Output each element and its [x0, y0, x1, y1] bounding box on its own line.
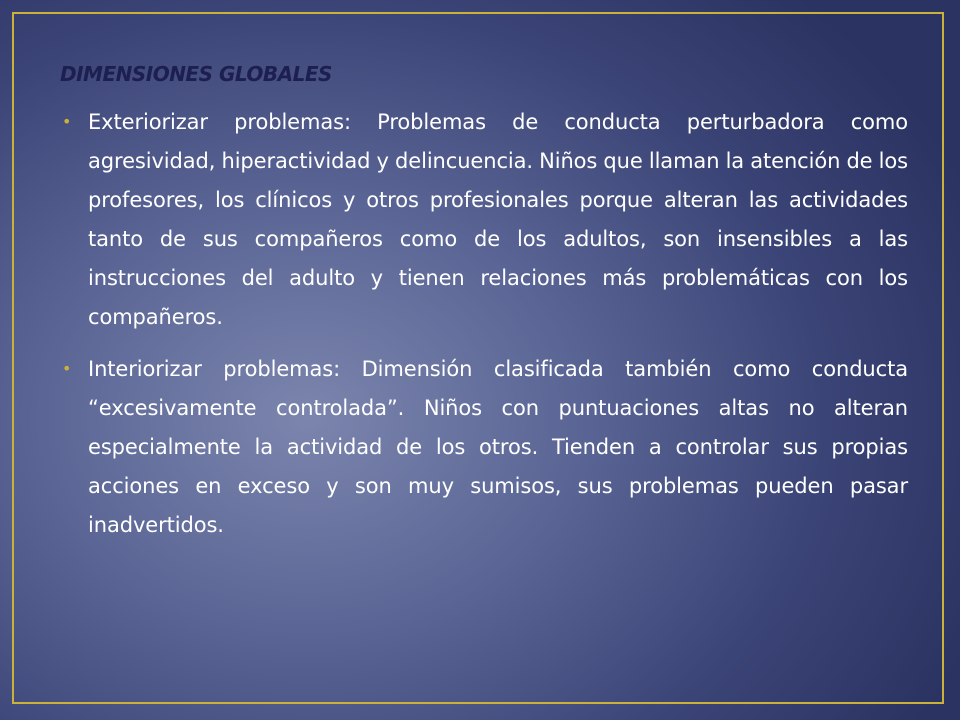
bullet-list — [60, 103, 908, 545]
slide-heading: DIMENSIONES GLOBALES — [60, 62, 332, 86]
bullet-icon: • — [62, 359, 72, 378]
bullet-text: Exteriorizar problemas: Problemas de conducta perturbadora como agresividad, hiperactividad y delincuencia. Niños que llaman la atención de los profesores, los clínicos y otros profesionales porque alteran las actividades tanto de sus compañeros como de los adultos, son insensibles a las instrucciones del adulto y tienen relaciones más problemáticas con los compañeros. — [88, 110, 908, 329]
bullet-icon: • — [62, 112, 72, 131]
bullet-item-interiorizar — [60, 350, 908, 545]
bullet-item-exteriorizar — [60, 103, 908, 337]
slide-content — [60, 60, 908, 558]
bullet-text: Interiorizar problemas: Dimensión clasificada también como conducta “excesivamente controlada”. Niños con puntuaciones altas no alteran especialmente la actividad de los otros. Tienden a controlar sus propias acciones en exceso y son muy sumisos, sus problemas pueden pasar inadvertidos. — [88, 357, 908, 537]
